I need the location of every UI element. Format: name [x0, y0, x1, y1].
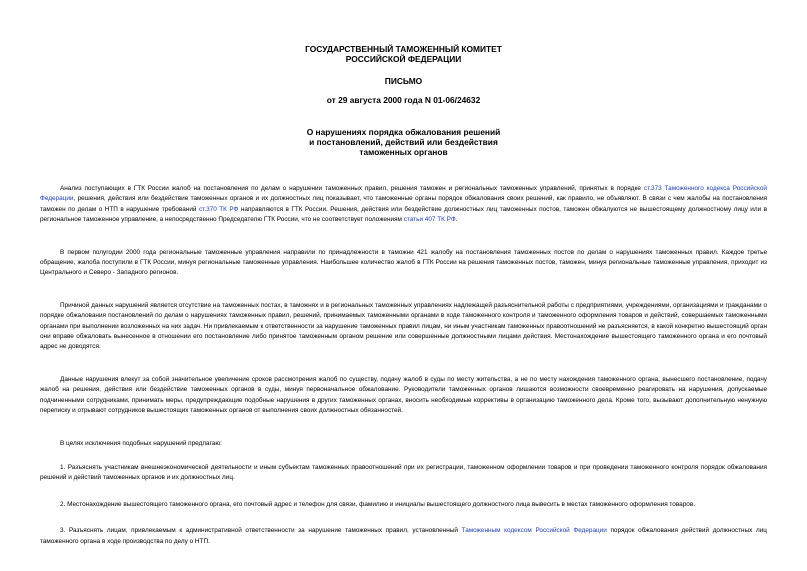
subject-line1: О нарушениях порядка обжалования решений — [306, 127, 501, 137]
document-header — [40, 44, 767, 105]
link-tk-article-370[interactable]: ст.370 ТК РФ — [198, 205, 239, 213]
document-type: ПИСЬМО — [384, 76, 423, 86]
link-tk-article-407[interactable]: статьи 407 ТК РФ — [403, 216, 456, 224]
list-item-1: 1. Разъяснять участникам внешнеэкономической деятельности и иным субъектам таможенных правоотношений при их регистрации, таможенном оформлении товаров и при проведении таможенного контроля порядок обжалования решений и действий таможенных органов и их должностных лиц. — [40, 463, 767, 482]
paragraph-4: Данные нарушения влекут за собой значительное увеличение сроков рассмотрения жалоб по существу, подачу жалоб в суды по месту жительства, а не по месту нахождения таможенного органа, вынесшего постановление, подачу жалоб на решения, действия или бездействие таможенных органов в суды, минуя первоначальное обжалование. Руководители таможенных органов лишаются возможности своевременно реагировать на нарушения, допускаемые подчиненными сотрудниками, принимать меры, предупреждающие подобные нарушения в других таможенных органах, вносить необходимые коррективы в организацию таможенного дела. Кроме того, вызывают дополнительную ненужную переписку и отрывают сотрудников вышестоящих таможенных органов от выполнения своих должностных обязанностей. — [40, 375, 767, 415]
subject-line3: таможенных органов — [359, 147, 448, 157]
list-item-3: 3. Разъяснять лицам, привлекаемым к административной ответственности за нарушение таможенных правил, установленный Таможенным кодексом Российской Федерации порядок обжалования действий должностных лиц таможенного органа в ходе производства по делу о НТП. — [40, 527, 767, 545]
org-name-line2: РОССИЙСКОЙ ФЕДЕРАЦИИ — [345, 54, 462, 64]
subject-line2: и постановлений, действий или бездействия — [309, 137, 498, 147]
org-name-line1: ГОСУДАРСТВЕННЫЙ ТАМОЖЕННЫЙ КОМИТЕТ — [305, 44, 502, 54]
document-body — [40, 184, 767, 547]
paragraph-2: В первом полугодии 2000 года региональные таможенные управления направили по принадлежности в таможни 421 жалобу на постановления таможенных постов по делам о нарушениях таможенных правил. Каждое третье обращение, жалоба поступили в ГТК России, минуя региональные таможенные управления. Наибольшее количество жалоб в ГТК России на решения таможенных постов, таможен, минуя региональные таможенные управления, приходит из Центрального и Северо - Западного регионов. — [40, 248, 767, 277]
link-tk-article-373[interactable]: ст.373 Таможенного кодекса Российской Федерации — [40, 185, 767, 203]
list-item-2: 2. Местонахождение вышестоящего таможенного органа, его почтовый адрес и телефон для связи, фамилию и инициалы вышестоящего должностного лица вывесить в местах таможенного оформления товаров. — [60, 500, 695, 508]
paragraph-5: В целях исключения подобных нарушений предлагаю: — [60, 439, 222, 447]
paragraph-1: Анализ поступающих в ГТК России жалоб на постановления по делам о нарушении таможенных правил, решения таможен и региональных таможенных управлений, принятых в порядке ст.373 Таможенного кодекса Российской Федерации, решения, действия или бездействие таможенных органов и их должностных лиц показывает, что таможенные органы порядок обжалования своих решений, как правило, не объявляют. В связи с чем жалобы на постановления таможен по делам о НТП в нарушение требований ст.370 ТК РФ направляются в ГТК России. Решения, действия или бездействие должностных лиц таможенных постов, таможен обжалуются не вышестоящему должностному лицу или в региональное таможенное управление, а непосредственно Председателю ГТК России, что не соответствует положениям статьи 407 ТК РФ. — [40, 185, 768, 224]
paragraph-3: Причиной данных нарушений является отсутствие на таможенных постах, в таможнях и в региональных таможенных управлениях надлежащей разъяснительной работы с предприятиями, учреждениями, организациями и гражданами о порядке обжалования постановлений по делам о нарушениях таможенных правил, решений, принимаемых таможенными органами в ходе таможенного контроля и таможенного оформления товаров и действий, совершаемых таможенными органами при выполнении возложенных на них задач. Ни привлекаемым к ответственности за нарушение таможенных правил лицам, ни иным участникам таможенных правоотношений не разъясняется, в какой конкретно вышестоящий орган они вправе обжаловать вынесенное в отношении его постановление либо принятое таможенным органом решение или совершенные должностными лицами действия. Местонахождение вышестоящего таможенного органа и его почтовый адрес не доводятся. — [40, 301, 767, 351]
document-subject — [40, 127, 767, 157]
link-customs-code[interactable]: Таможенным кодексом Российской Федерации — [461, 527, 607, 535]
document-date-number: от 29 августа 2000 года N 01-06/24632 — [326, 95, 481, 105]
